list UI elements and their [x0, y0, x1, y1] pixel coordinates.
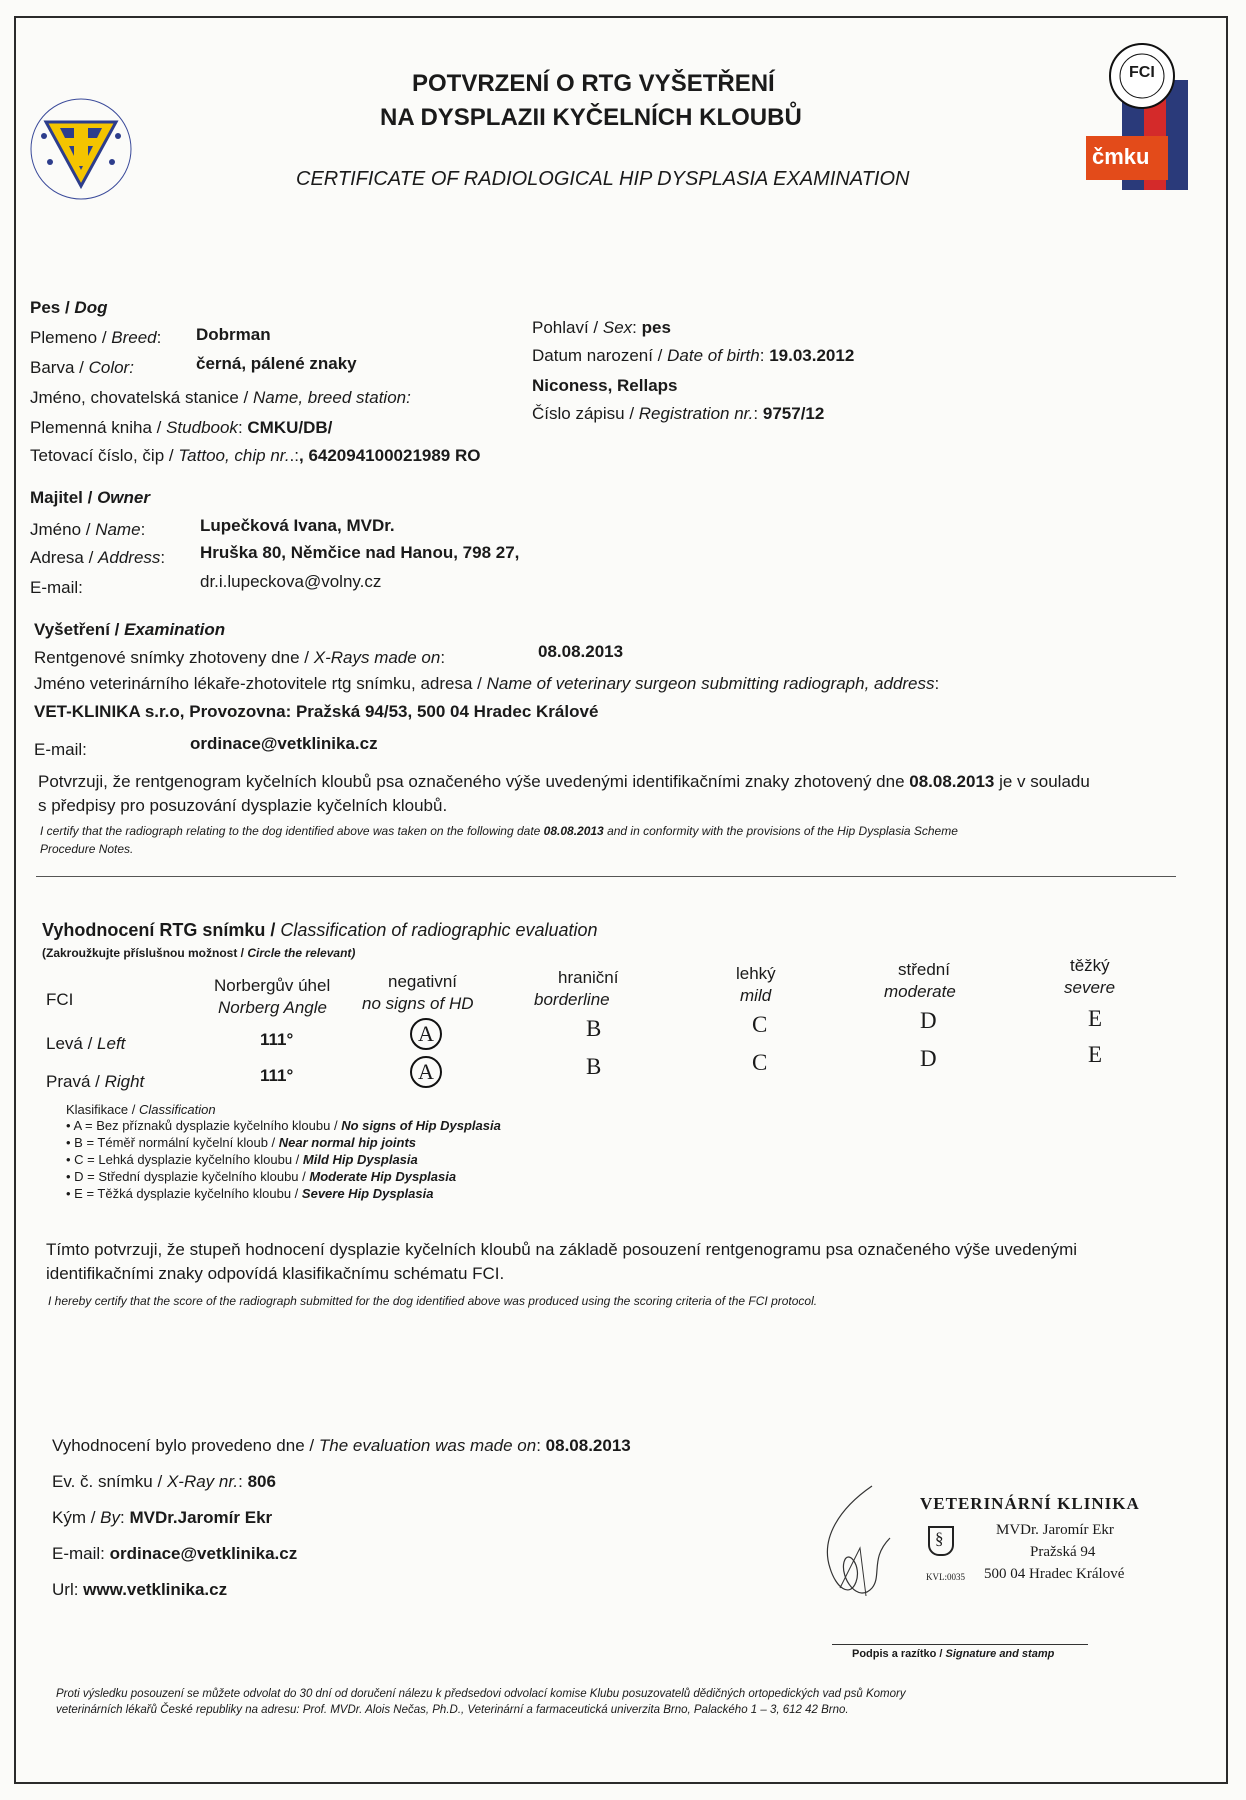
- studbook-label: Plemenná kniha / Studbook: CMKU/DB/: [30, 418, 333, 437]
- certify-en: I hereby certify that the score of the radiograph submitted for the dog identified above was produced using the scoring criteria of the FCI protocol.: [48, 1294, 818, 1308]
- evaluator-label: Kým / By: MVDr.Jaromír Ekr: [52, 1508, 273, 1527]
- left-hip-label: Levá / Left: [46, 1034, 126, 1053]
- left-grade-c: C: [752, 1012, 768, 1037]
- left-grade-a-circled: A: [410, 1018, 442, 1050]
- col-d-cz: střední: [898, 960, 950, 979]
- commission-logo: [26, 94, 136, 204]
- right-grade-a-circled: A: [410, 1056, 442, 1088]
- page-subtitle: CERTIFICATE OF RADIOLOGICAL HIP DYSPLASIA EXAMINATION: [296, 168, 910, 190]
- right-norberg-angle: 111°: [260, 1066, 294, 1085]
- stamp-kvl: KVL:0035: [926, 1572, 965, 1582]
- col-b-en: borderline: [534, 990, 610, 1009]
- signature-caption: Podpis a razítko / Signature and stamp: [852, 1648, 1055, 1660]
- left-grade-e: E: [1088, 1006, 1103, 1031]
- right-grade-c: C: [752, 1050, 768, 1075]
- vet-label: Jméno veterinárního lékaře-zhotovitele rtg snímku, adresa / Name of veterinary surgeon submitting radiograph, address:: [34, 674, 940, 693]
- sex-label: Pohlaví / Sex: pes: [532, 318, 671, 337]
- section-divider: [36, 876, 1176, 877]
- xray-number-label: Ev. č. snímku / X-Ray nr.: 806: [52, 1472, 276, 1491]
- confirm-cz-line1: Potvrzuji, že rentgenogram kyčelních kloubů psa označeného výše uvedenými identifikačními znaky zhotovený dne 08.08.2013 je v souladu: [38, 772, 1090, 791]
- class-c: • C = Lehká dysplazie kyčelního kloubu / Mild Hip Dysplasia: [66, 1152, 418, 1167]
- stamp-line3: 500 04 Hradec Králové: [984, 1566, 1125, 1582]
- col-c-en: mild: [740, 986, 772, 1005]
- signature-line: [832, 1644, 1088, 1645]
- evaluation-date-label: Vyhodnocení bylo provedeno dne / The evaluation was made on: 08.08.2013: [52, 1436, 631, 1455]
- class-e: • E = Těžká dysplazie kyčelního kloubu / Severe Hip Dysplasia: [66, 1186, 434, 1201]
- confirm-en-line2: Procedure Notes.: [40, 842, 134, 856]
- registration-label: Číslo zápisu / Registration nr.: 9757/12: [532, 404, 825, 423]
- fci-logo-text: FCI: [1129, 64, 1155, 81]
- right-grade-e: E: [1088, 1042, 1103, 1067]
- color-value: černá, pálené znaky: [196, 354, 357, 373]
- studbook-value: CMKU/DB/: [247, 418, 333, 437]
- col-e-en: severe: [1064, 978, 1116, 997]
- color-label: Barva / Color:: [30, 358, 134, 377]
- col-b-cz: hraniční: [558, 968, 619, 987]
- cmku-logo-text: čmku: [1092, 144, 1150, 169]
- page-title-line1: POTVRZENÍ O RTG VYŠETŘENÍ: [412, 70, 775, 97]
- owner-email-value: dr.i.lupeckova@volny.cz: [200, 572, 382, 591]
- evaluation-section-heading: Vyhodnocení RTG snímku / Classification of radiographic evaluation: [42, 920, 598, 940]
- col-a-en: no signs of HD: [362, 994, 474, 1013]
- col-e-cz: těžký: [1070, 956, 1110, 975]
- appeal-line2: veterinárních lékařů České republiky na adresu: Prof. MVDr. Alois Nečas, Ph.D., Veterinární a farmaceutická univerzita Brno, Palackého 1 – 3, 612 42 Brno.: [56, 1704, 849, 1716]
- col-a-cz: negativní: [388, 972, 457, 991]
- owner-section-heading: Majitel / Owner: [30, 488, 150, 507]
- tattoo-label: Tetovací číslo, čip / Tattoo, chip nr..:, 642094100021989 RO: [30, 446, 481, 465]
- certify-cz-line1: Tímto potvrzuji, že stupeň hodnocení dysplazie kyčelních kloubů na základě posouzení rentgenogramu psa označeného výše uvedenými: [46, 1240, 1078, 1259]
- stamp-shield-icon: §: [928, 1526, 954, 1556]
- footer-email-value: ordinace@vetklinika.cz: [109, 1544, 298, 1563]
- right-hip-label: Pravá / Right: [46, 1072, 145, 1091]
- circle-note: (Zakroužkujte příslušnou možnost / Circle the relevant): [42, 946, 356, 960]
- breed-value: Dobrman: [196, 325, 271, 344]
- owner-address-label: Adresa / Address:: [30, 548, 166, 567]
- footer-url: Url: www.vetklinika.cz: [52, 1580, 228, 1599]
- right-grade-d: D: [920, 1046, 937, 1071]
- dob-value: 19.03.2012: [769, 346, 855, 365]
- xray-date-value: 08.08.2013: [538, 642, 624, 661]
- col-angle-cz: Norbergův úhel: [214, 976, 331, 995]
- sex-value: pes: [641, 318, 671, 337]
- class-a: • A = Bez příznaků dysplazie kyčelního kloubu / No signs of Hip Dysplasia: [66, 1118, 501, 1133]
- page-title-line2: NA DYSPLAZII KYČELNÍCH KLOUBŮ: [380, 104, 802, 131]
- vet-value: VET-KLINIKA s.r.o, Provozovna: Pražská 94/53, 500 04 Hradec Králové: [34, 702, 599, 721]
- xray-date-label: Rentgenové snímky zhotoveny dne / X-Rays made on:: [34, 648, 446, 667]
- left-grade-b: B: [586, 1016, 602, 1041]
- name-station-label: Jméno, chovatelská stanice / Name, breed station:: [30, 388, 411, 407]
- dob-label: Datum narození / Date of birth: 19.03.2012: [532, 346, 855, 365]
- evaluation-date-value: 08.08.2013: [545, 1436, 631, 1455]
- classification-heading: Klasifikace / Classification: [66, 1102, 216, 1117]
- registration-value: 9757/12: [762, 404, 825, 423]
- vet-email-label: E-mail:: [34, 740, 87, 759]
- col-d-en: moderate: [884, 982, 956, 1001]
- vet-email-value: ordinace@vetklinika.cz: [190, 734, 378, 753]
- stamp-line2: Pražská 94: [1030, 1544, 1096, 1560]
- owner-email-label: E-mail:: [30, 578, 83, 597]
- handwritten-signature: [800, 1478, 910, 1608]
- dog-section-heading: Pes / Dog: [30, 298, 108, 317]
- right-grade-b: B: [586, 1054, 602, 1079]
- dog-name-value: Niconess, Rellaps: [532, 376, 678, 395]
- appeal-line1: Proti výsledku posouzení se můžete odvolat do 30 dní od doručení nálezu k předsedovi odvolací komise Klubu posuzovatelů dědičných ortopedických vad psů Komory: [56, 1688, 906, 1700]
- left-norberg-angle: 111°: [260, 1030, 294, 1049]
- footer-email: E-mail: ordinace@vetklinika.cz: [52, 1544, 298, 1563]
- breed-label: Plemeno / Breed:: [30, 328, 162, 347]
- confirm-en-line1: I certify that the radiograph relating to the dog identified above was taken on the following date 08.08.2013 and in conformity with the provisions of the Hip Dysplasia Scheme: [40, 824, 958, 838]
- tattoo-value: , 642094100021989 RO: [299, 446, 481, 465]
- evaluator-value: MVDr.Jaromír Ekr: [129, 1508, 273, 1527]
- owner-address-value: Hruška 80, Němčice nad Hanou, 798 27,: [200, 543, 520, 562]
- xray-number-value: 806: [247, 1472, 276, 1491]
- owner-name-label: Jméno / Name:: [30, 520, 146, 539]
- col-angle-en: Norberg Angle: [218, 998, 327, 1017]
- confirm-cz-line2: s předpisy pro posuzování dysplazie kyčelních kloubů.: [38, 796, 448, 815]
- owner-name-value: Lupečková Ivana, MVDr.: [200, 516, 395, 535]
- stamp-line1: MVDr. Jaromír Ekr: [996, 1522, 1114, 1538]
- examination-section-heading: Vyšetření / Examination: [34, 620, 226, 639]
- class-b: • B = Téměř normální kyčelní kloub / Near normal hip joints: [66, 1135, 417, 1150]
- stamp-title: VETERINÁRNÍ KLINIKA: [920, 1494, 1140, 1513]
- class-d: • D = Střední dysplazie kyčelního kloubu / Moderate Hip Dysplasia: [66, 1169, 457, 1184]
- left-grade-d: D: [920, 1008, 937, 1033]
- col-c-cz: lehký: [736, 964, 776, 983]
- footer-url-value: www.vetklinika.cz: [83, 1580, 228, 1599]
- col-fci: FCI: [46, 990, 74, 1009]
- certify-cz-line2: identifikačními znaky odpovídá klasifikačnímu schématu FCI.: [46, 1264, 505, 1283]
